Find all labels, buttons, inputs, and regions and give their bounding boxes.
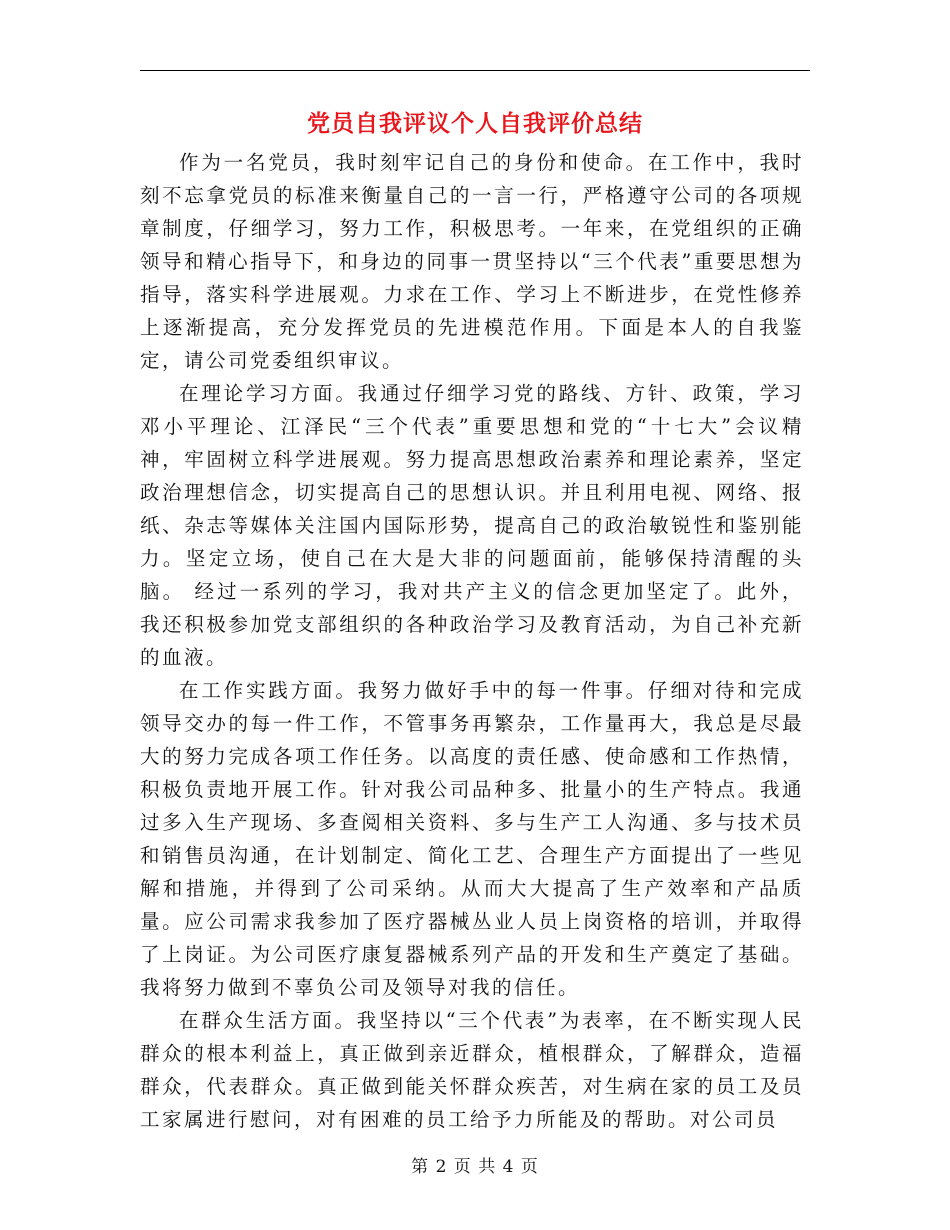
paragraph-work-practice: 在工作实践方面。我努力做好手中的每一件事。仔细对待和完成领导交办的每一件工作，不管事务再繁杂，工作量再大，我总是尽最大的努力完成各项工作任务。以高度的责任感、使命感和工作热情，积极负责地开展工作。针对我公司品种多、批量小的生产特点。我通过多入生产现场、多查阅相关资料、多与生产工人沟通、多与技术员和销售员沟通，在计划制定、简化工艺、合理生产方面提出了一些见解和措施，并得到了公司采纳。从而大大提高了生产效率和产品质量。应公司需求我参加了医疗器械丛业人员上岗资格的培训，并取得了上岗证。为公司医疗康复器械系列产品的开发和生产奠定了基础。我将努力做到不辜负公司及领导对我的信任。 [140, 679, 804, 999]
paragraph-mass-life: 在群众生活方面。我坚持以“三个代表”为表率，在不断实现人民群众的根本利益上，真正做到亲近群众，植根群众，了解群众，造福群众，代表群众。真正做到能关怀群众疾苦，对生病在家的员工及员工家属进行慰问，对有困难的员工给予力所能及的帮助。对公司员 [140, 1009, 804, 1131]
paragraph-theory-study: 在理论学习方面。我通过仔细学习党的路线、方针、政策，学习邓小平理论、江泽民“三个代表”重要思想和党的“十七大”会议精神，牢固树立科学进展观。努力提高思想政治素养和理论素养，坚定政治理想信念，切实提高自己的思想认识。并且利用电视、网络、报纸、杂志等媒体关注国内国际形势，提高自己的政治敏锐性和鉴别能力。坚定立场，使自己在大是大非的问题面前，能够保持清醒的头脑。 经过一系列的学习，我对共产主义的信念更加坚定了。此外，我还积极参加党支部组织的各种政治学习及教育活动，为自己补充新的血液。 [140, 382, 804, 669]
paragraph-intro: 作为一名党员，我时刻牢记自己的身份和使命。在工作中，我时刻不忘拿党员的标准来衡量自己的一言一行，严格遵守公司的各项规章制度，仔细学习，努力工作，积极思考。一年来，在党组织的正确领导和精心指导下，和身边的同事一贯坚持以“三个代表”重要思想为指导，落实科学进展观。力求在工作、学习上不断进步，在党性修养上逐渐提高，充分发挥党员的先进模范作用。下面是本人的自我鉴定，请公司党委组织审议。 [140, 151, 804, 372]
page-footer: 第 2 页 共 4 页 [411, 1157, 539, 1177]
document-body [140, 146, 804, 1136]
header-rule [140, 70, 810, 71]
document-title: 党员自我评议个人自我评价总结 [307, 110, 643, 137]
